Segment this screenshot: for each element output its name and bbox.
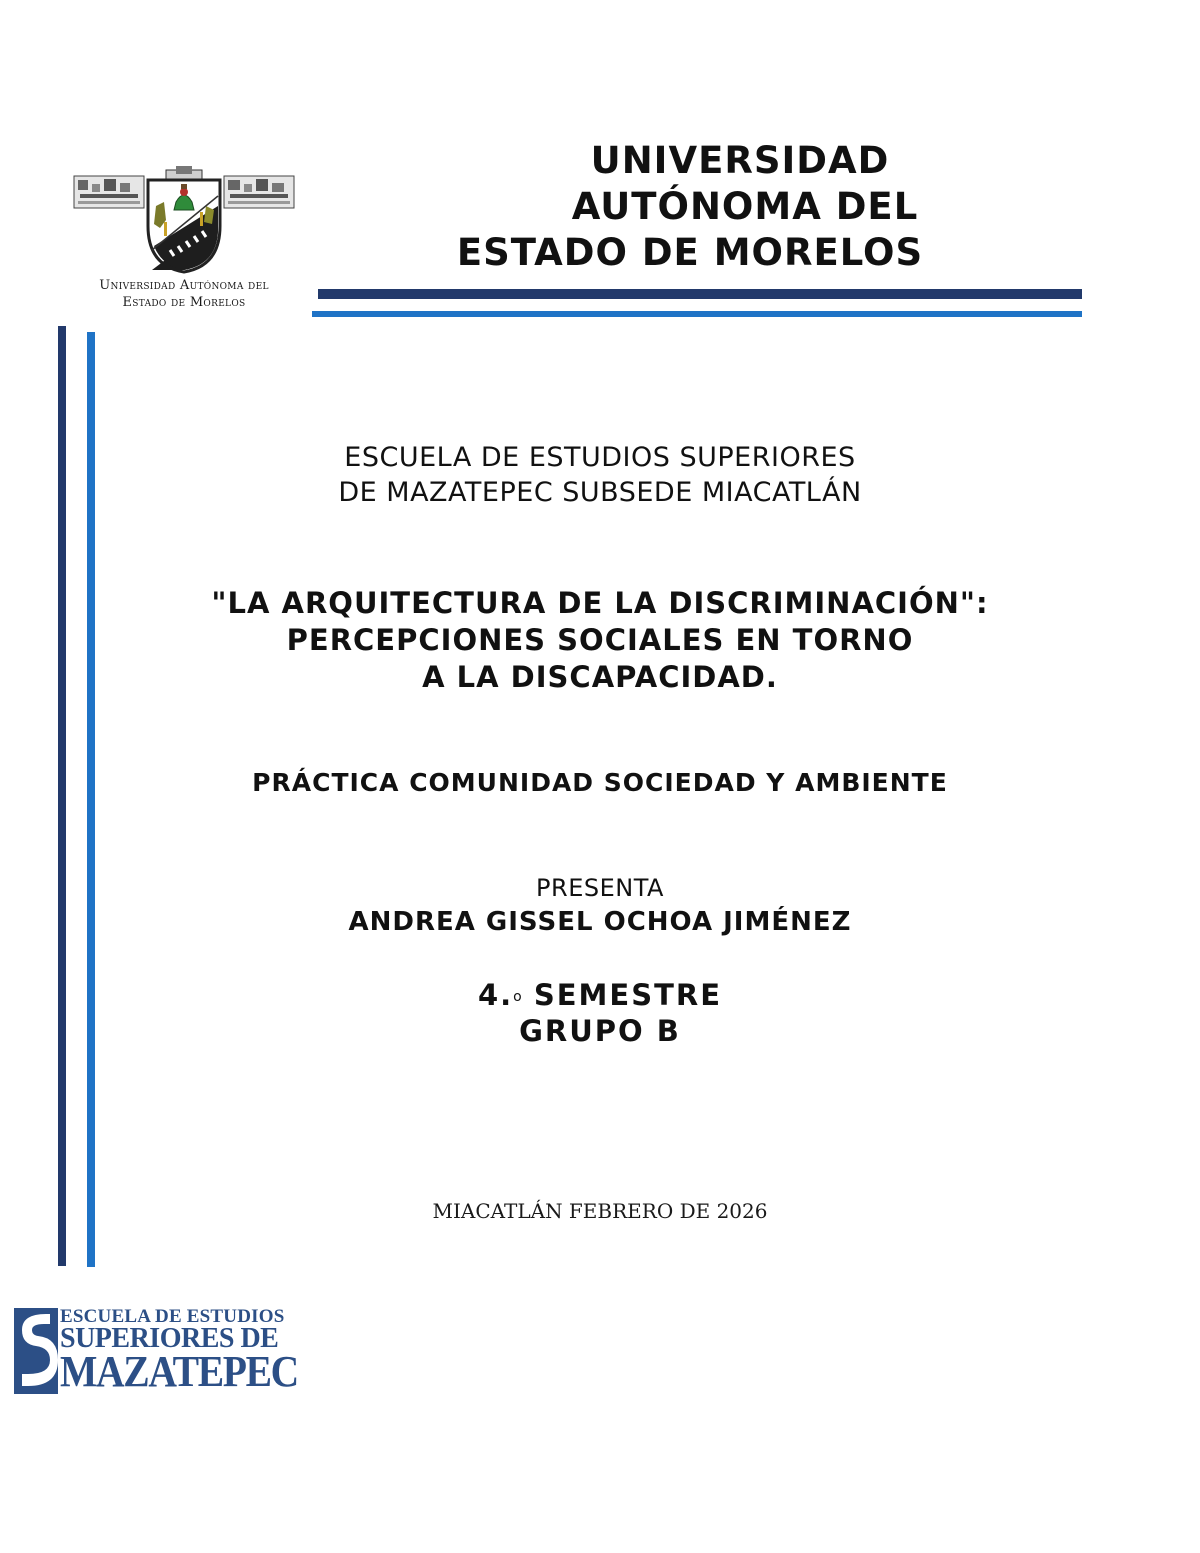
semester-number: 4. (477, 978, 514, 1012)
university-title-line2: AUTÓNOMA DEL (571, 185, 919, 228)
group: GRUPO B (519, 1014, 681, 1048)
school-name-line1: ESCUELA DE ESTUDIOS SUPERIORES (344, 442, 856, 473)
school-name-line2: DE MAZATEPEC SUBSEDE MIACATLÁN (338, 477, 862, 508)
uaem-logo (68, 166, 300, 316)
place-date: MIACATLÁN FEBRERO DE 2026 (432, 1199, 768, 1223)
course-name: PRÁCTICA COMUNIDAD SOCIEDAD Y AMBIENTE (252, 768, 948, 797)
school-logo-line2: SUPERIORES DE (60, 1323, 279, 1354)
work-title-line3: A LA DISCAPACIDAD. (422, 660, 778, 694)
header-rule-blue (312, 311, 1082, 317)
school-name (120, 440, 1080, 510)
university-title (420, 138, 960, 276)
side-rule-blue (87, 332, 95, 1267)
school-logo (14, 1304, 298, 1396)
school-logo-line1: ESCUELA DE ESTUDIOS (60, 1306, 285, 1327)
uaem-shield-emblem-icon (68, 166, 300, 278)
mazatepec-serpent-emblem-icon (14, 1308, 58, 1394)
work-title-line1: "LA ARQUITECTURA DE LA DISCRIMINACIÓN": (211, 586, 989, 620)
university-title-line3: ESTADO DE MORELOS (456, 231, 924, 274)
presenter-label: PRESENTA (536, 874, 664, 902)
work-title (120, 585, 1080, 696)
semester-ordinal-mark: o (513, 989, 522, 1005)
university-title-line1: UNIVERSIDAD (590, 139, 890, 182)
side-rule-dark (58, 326, 66, 1266)
semester (120, 977, 1080, 1016)
uaem-logo-caption-line1: Universidad Autónoma del (99, 278, 269, 293)
author-name: ANDREA GISSEL OCHOA JIMÉNEZ (348, 907, 852, 937)
semester-label: SEMESTRE (533, 978, 723, 1012)
uaem-logo-caption-line2: Estado de Morelos (122, 295, 246, 310)
header-rule-dark (318, 289, 1082, 299)
work-title-line2: PERCEPCIONES SOCIALES EN TORNO (286, 623, 914, 657)
school-logo-line3: MAZATEPEC (60, 1347, 298, 1396)
